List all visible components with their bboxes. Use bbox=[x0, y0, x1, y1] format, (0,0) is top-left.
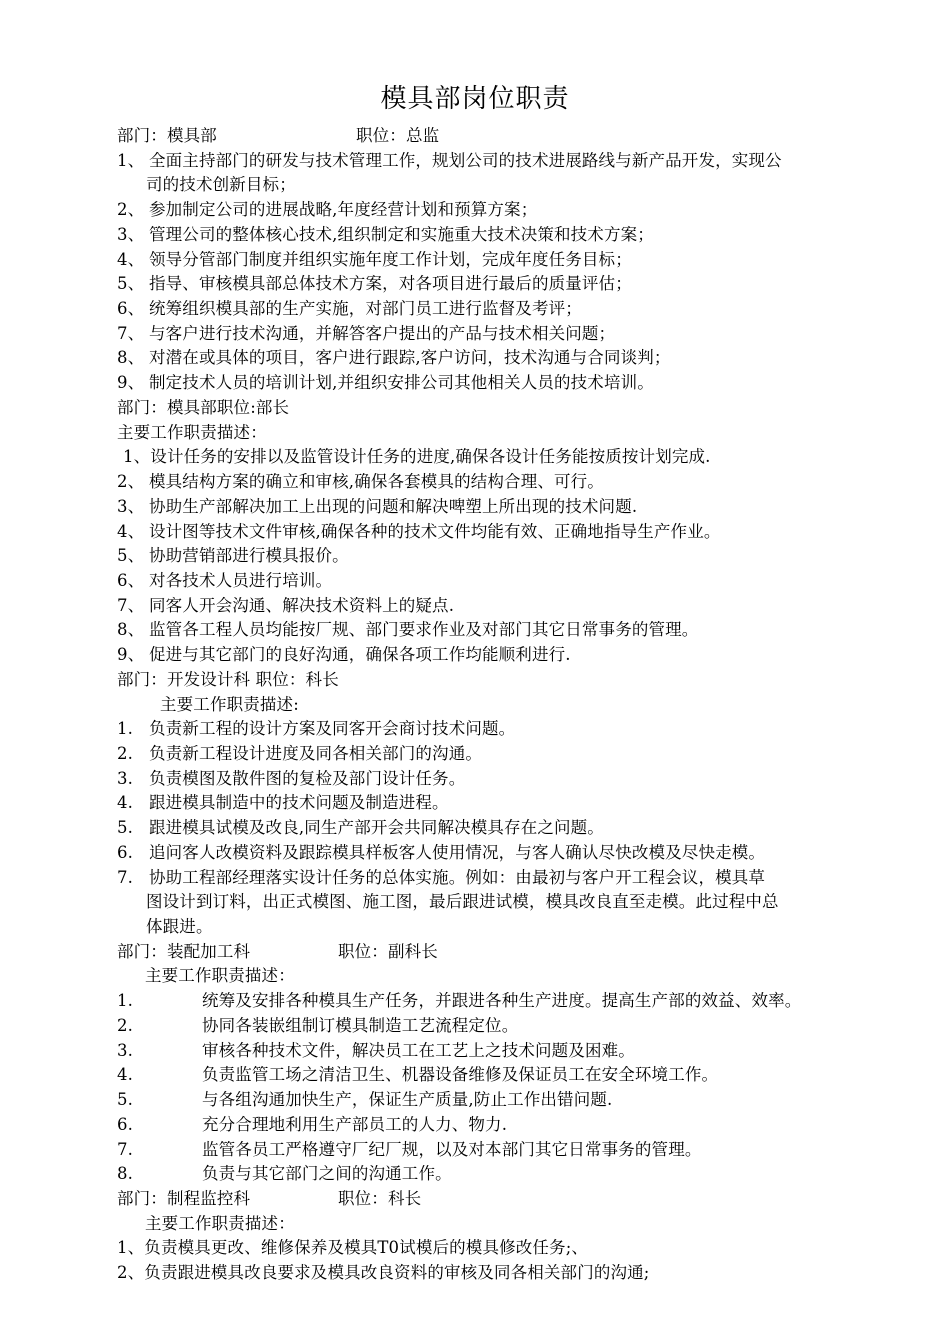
item-text: 监管各员工严格遵守厂纪厂规，以及对本部门其它日常事务的管理。 bbox=[202, 1139, 702, 1159]
item-number: 6、 bbox=[117, 570, 145, 590]
item-text: 制定技术人员的培训计划,并组织安排公司其他相关人员的技术培训。 bbox=[149, 373, 654, 393]
item-text: 对各技术人员进行培训。 bbox=[149, 570, 333, 590]
item-number: 2. bbox=[117, 744, 134, 763]
item-text: 统筹组织模具部的生产实施，对部门员工进行监督及考评； bbox=[149, 299, 582, 319]
item-text: 跟进模具制造中的技术问题及制造进程。 bbox=[149, 793, 449, 813]
line-text: 2、负责跟进模具改良要求及模具改良资料的审核及同各相关部门的沟通; bbox=[117, 1263, 650, 1283]
subheading-text: 主要工作职责描述： bbox=[145, 966, 295, 986]
line-text: 部门：模具部职位:部长 bbox=[117, 397, 290, 417]
item-text: 协助工程部经理落实设计任务的总体实施。例如：由最初与客户开工程会议，模具草 bbox=[149, 867, 766, 887]
item-number: 7、 bbox=[117, 323, 145, 343]
item-number: 8、 bbox=[117, 620, 145, 640]
item-number: 6、 bbox=[117, 299, 145, 319]
item-number: 3. bbox=[117, 1040, 134, 1060]
item-text: 负责新工程的设计方案及同客开会商讨技术问题。 bbox=[149, 719, 516, 739]
item-text: 负责监管工场之清洁卫生、机器设备维修及保证员工在安全环境工作。 bbox=[202, 1065, 719, 1085]
item-text: 对潜在或具体的项目，客户进行跟踪,客户访问，技术沟通与合同谈判； bbox=[149, 348, 671, 368]
item-number: 7. bbox=[117, 1139, 134, 1159]
position-label: 职位：科长 bbox=[338, 1188, 422, 1208]
item-text: 与客户进行技术沟通，并解答客户提出的产品与技术相关问题； bbox=[149, 323, 616, 343]
subheading-text: 主要工作职责描述： bbox=[145, 1213, 295, 1233]
item-number: 4、 bbox=[117, 521, 145, 541]
item-number: 9、 bbox=[117, 645, 145, 665]
item-text: 负责与其它部门之间的沟通工作。 bbox=[202, 1164, 452, 1184]
item-number: 4. bbox=[117, 1065, 134, 1085]
item-number: 2、 bbox=[117, 200, 145, 220]
item-text: 协助营销部进行模具报价。 bbox=[149, 546, 349, 566]
item-number: 8、 bbox=[117, 348, 145, 368]
line-text: 1、设计任务的安排以及监管设计任务的进度,确保各设计任务能按质按计划完成. bbox=[123, 447, 711, 467]
item-text: 充分合理地利用生产部员工的人力、物力. bbox=[202, 1114, 508, 1134]
subheading-text: 主要工作职责描述: bbox=[160, 694, 299, 714]
item-text: 促进与其它部门的良好沟通，确保各项工作均能顺利进行. bbox=[149, 645, 571, 665]
item-text: 司的技术创新目标； bbox=[146, 175, 296, 195]
item-text: 领导分管部门制度并组织实施年度工作计划，完成年度任务目标； bbox=[149, 249, 632, 269]
item-number: 4. bbox=[117, 793, 134, 813]
item-text: 协助生产部解决加工上出现的问题和解决啤塑上所出现的技术问题. bbox=[149, 496, 638, 516]
line-text: 1、负责模具更改、维修保养及模具T0试模后的模具修改任务;、 bbox=[117, 1238, 589, 1258]
item-text: 审核各种技术文件，解决员工在工艺上之技术问题及困难。 bbox=[202, 1040, 635, 1060]
item-text: 指导、审核模具部总体技术方案，对各项目进行最后的质量评估； bbox=[149, 274, 632, 294]
item-text: 负责模图及散件图的复检及部门设计任务。 bbox=[149, 768, 466, 788]
item-number: 1、 bbox=[117, 150, 145, 170]
item-number: 5、 bbox=[117, 546, 145, 566]
item-text: 模具结构方案的确立和审核,确保各套模具的结构合理、可行。 bbox=[149, 472, 604, 492]
item-number: 7. bbox=[117, 867, 134, 887]
item-number: 5. bbox=[117, 1090, 134, 1110]
department-label: 部门：模具部 bbox=[117, 126, 217, 145]
item-number: 3、 bbox=[117, 496, 145, 516]
item-text: 同客人开会沟通、解决技术资料上的疑点. bbox=[149, 595, 455, 615]
item-text: 管理公司的整体核心技术,组织制定和实施重大技术决策和技术方案； bbox=[149, 224, 654, 244]
item-number: 2. bbox=[117, 1015, 134, 1035]
item-number: 6. bbox=[117, 1114, 134, 1134]
line-text: 主要工作职责描述： bbox=[117, 422, 267, 442]
item-text: 参加制定公司的进展战略,年度经营计划和预算方案； bbox=[149, 200, 538, 220]
item-number: 7、 bbox=[117, 595, 145, 615]
item-number: 1. bbox=[117, 991, 134, 1011]
item-text: 统筹及安排各种模具生产任务，并跟进各种生产进度。提高生产部的效益、效率。 bbox=[202, 991, 802, 1011]
item-text: 协同各装嵌组制订模具制造工艺流程定位。 bbox=[202, 1015, 519, 1035]
item-number: 9、 bbox=[117, 373, 145, 393]
line-text: 部门：开发设计科 职位：科长 bbox=[117, 669, 339, 689]
item-number: 3. bbox=[117, 768, 134, 788]
item-number: 3、 bbox=[117, 224, 145, 244]
position-label: 职位：总监 bbox=[356, 126, 440, 145]
item-text: 负责新工程设计进度及同各相关部门的沟通。 bbox=[149, 744, 482, 763]
item-text: 追问客人改模资料及跟踪模具样板客人使用情况，与客人确认尽快改模及尽快走模。 bbox=[149, 842, 766, 862]
item-text: 图设计到订料，出正式模图、施工图，最后跟进试模，模具改良直至走模。此过程中总 bbox=[146, 892, 779, 912]
item-text: 全面主持部门的研发与技术管理工作，规划公司的技术进展路线与新产品开发，实现公 bbox=[149, 150, 782, 170]
item-number: 6. bbox=[117, 842, 134, 862]
item-text: 监管各工程人员均能按厂规、部门要求作业及对部门其它日常事务的管理。 bbox=[149, 620, 699, 640]
item-text: 跟进模具试模及改良,同生产部开会共同解决模具存在之问题。 bbox=[149, 818, 604, 838]
item-number: 8. bbox=[117, 1164, 134, 1184]
item-number: 2、 bbox=[117, 472, 145, 492]
item-text: 设计图等技术文件审核,确保各种的技术文件均能有效、正确地指导生产作业。 bbox=[149, 521, 721, 541]
item-number: 4、 bbox=[117, 249, 145, 269]
item-number: 1. bbox=[117, 719, 134, 739]
document-title: 模具部岗位职责 bbox=[380, 84, 570, 114]
item-text: 体跟进。 bbox=[146, 917, 213, 937]
department-label: 部门：制程监控科 bbox=[117, 1188, 251, 1208]
position-label: 职位：副科长 bbox=[338, 941, 438, 961]
item-text: 与各组沟通加快生产，保证生产质量,防止工作出错问题. bbox=[202, 1090, 613, 1110]
department-label: 部门：装配加工科 bbox=[117, 941, 251, 961]
item-number: 5. bbox=[117, 818, 134, 838]
item-number: 5、 bbox=[117, 274, 145, 294]
